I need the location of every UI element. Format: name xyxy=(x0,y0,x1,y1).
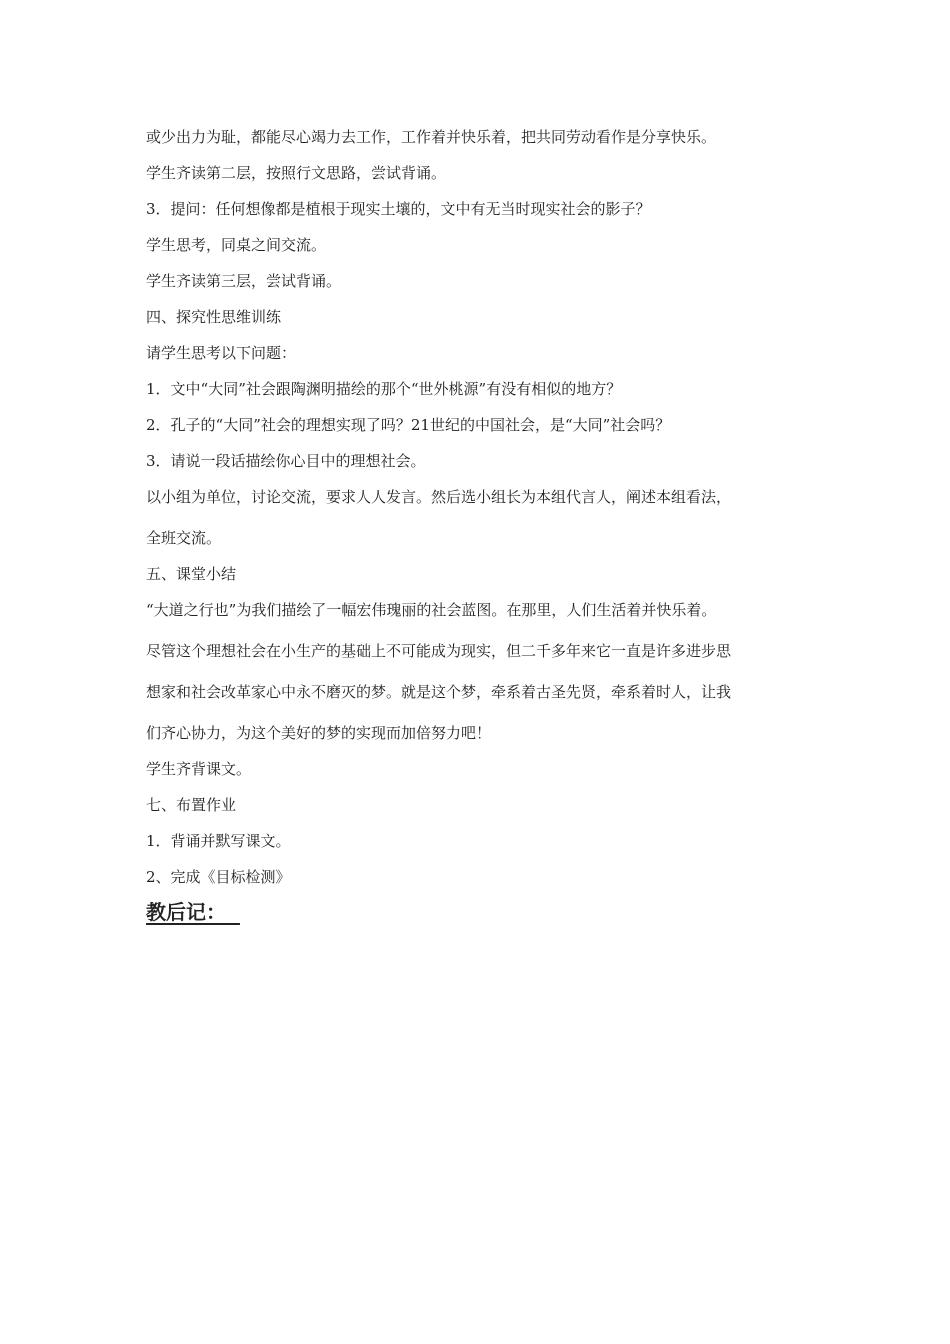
section-heading-line: 五、课堂小结 xyxy=(146,565,237,583)
paragraph-line: 全班交流。 xyxy=(146,529,222,547)
paragraph-line: 学生齐读第三层，尝试背诵。 xyxy=(146,272,342,290)
paragraph-line: 想家和社会改革家心中永不磨灭的梦。就是这个梦，牵系着古圣先贤，牵系着时人，让我 xyxy=(146,683,732,701)
teaching-notes-heading: 教后记： xyxy=(146,900,240,924)
document-body xyxy=(146,124,816,927)
section-heading-line: 四、探究性思维训练 xyxy=(146,308,282,326)
paragraph-line: 以小组为单位，讨论交流，要求人人发言。然后选小组长为本组代言人，阐述本组看法， xyxy=(146,488,732,506)
paragraph-line: 尽管这个理想社会在小生产的基础上不可能成为现实，但二千多年来它一直是许多进步思 xyxy=(146,642,732,660)
paragraph-line: 1．背诵并默写课文。 xyxy=(146,832,291,850)
paragraph-line: 或少出力为耻，都能尽心竭力去工作，工作着并快乐着，把共同劳动看作是分享快乐。 xyxy=(146,128,717,146)
paragraph-line: 3．请说一段话描绘你心目中的理想社会。 xyxy=(146,452,426,470)
paragraph-line: 3．提问：任何想像都是植根于现实土壤的，文中有无当时现实社会的影子？ xyxy=(146,200,651,218)
paragraph-line: “大道之行也”为我们描绘了一幅宏伟瑰丽的社会蓝图。在那里，人们生活着并快乐着。 xyxy=(146,601,717,619)
paragraph-line: 学生齐背课文。 xyxy=(146,760,252,778)
paragraph-line: 学生齐读第二层，按照行文思路，尝试背诵。 xyxy=(146,164,447,182)
paragraph-line: 2、完成《目标检测》 xyxy=(146,868,291,886)
section-heading-line: 七、布置作业 xyxy=(146,796,237,814)
paragraph-line: 请学生思考以下问题： xyxy=(146,344,297,362)
paragraph-line: 1．文中“大同”社会跟陶渊明描绘的那个“世外桃源”有没有相似的地方？ xyxy=(146,380,622,398)
paragraph-line: 学生思考，同桌之间交流。 xyxy=(146,236,327,254)
paragraph-line: 2．孔子的“大同”社会的理想实现了吗？21世纪的中国社会，是“大同”社会吗？ xyxy=(146,416,671,434)
paragraph-line: 们齐心协力，为这个美好的梦的实现而加倍努力吧！ xyxy=(146,724,492,742)
